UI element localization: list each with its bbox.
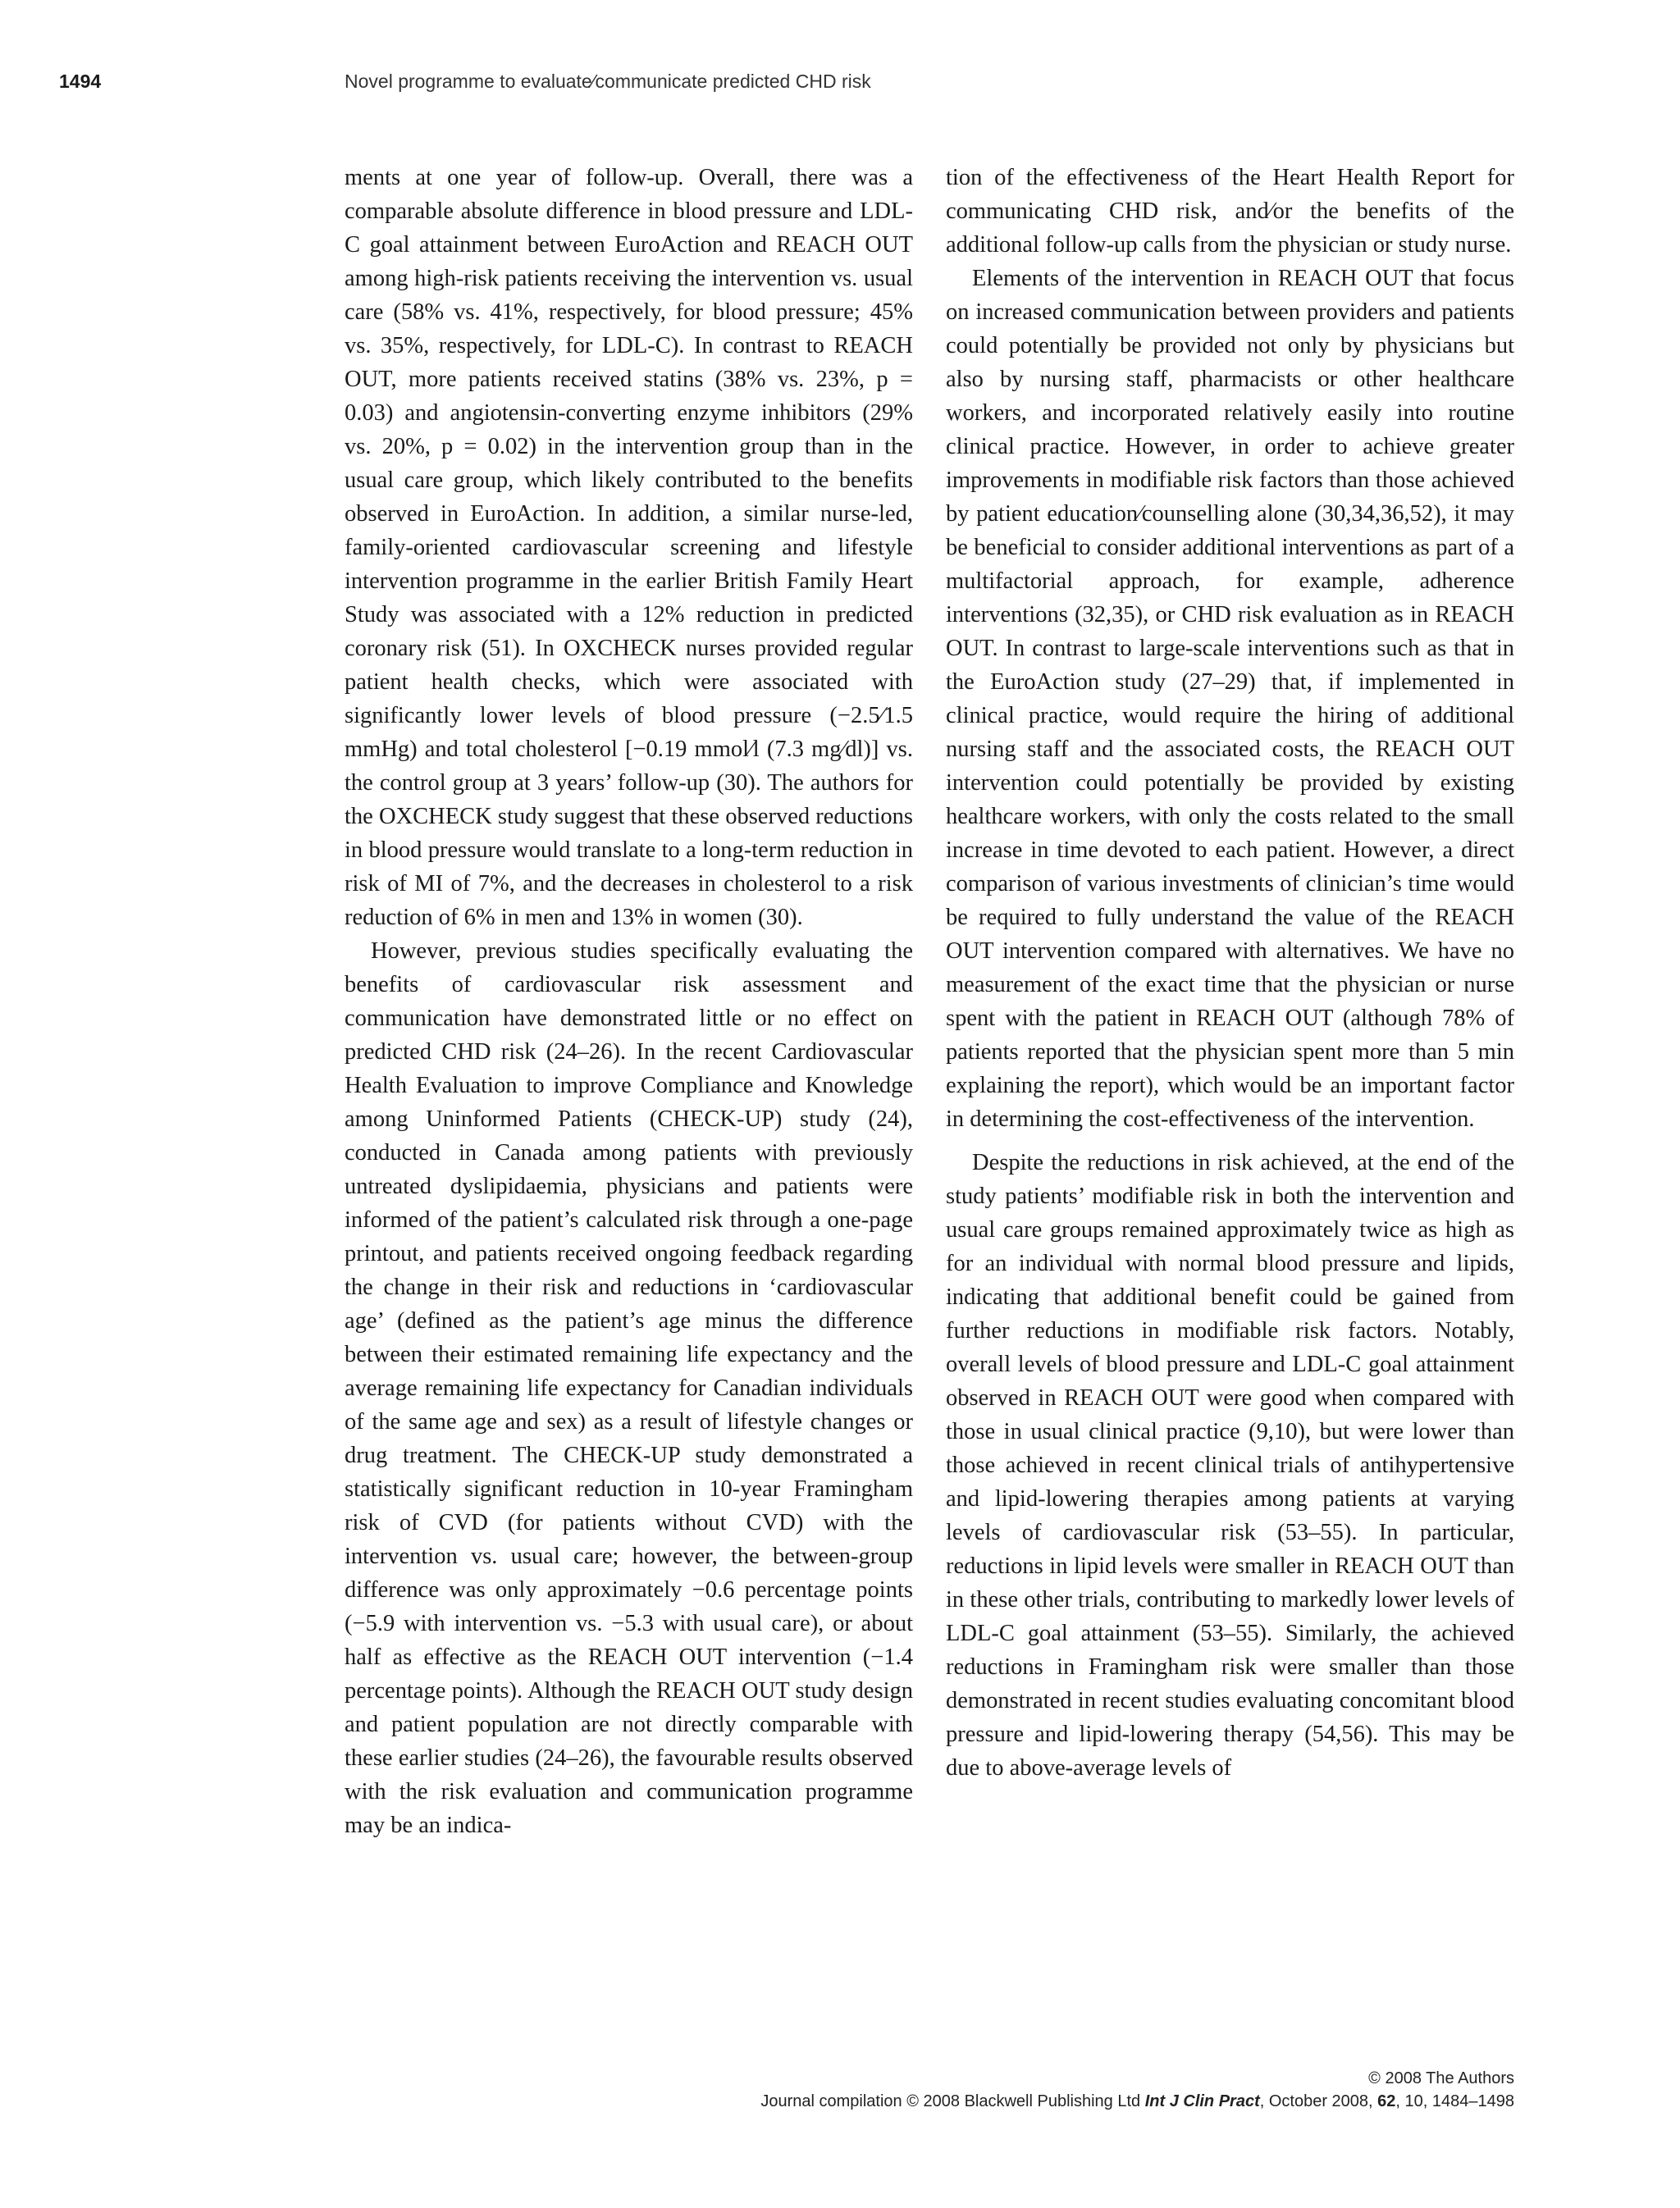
paragraph: tion of the effectiveness of the Heart Health Report for communicating CHD risk, and⁄or the benefits of the additional follow-up calls from the physician or study nurse.: [946, 165, 1514, 258]
citation-issue-pages: , 10, 1484–1498: [1395, 2092, 1514, 2110]
page-number: 1494: [59, 71, 102, 92]
journal-citation: [760, 2090, 1514, 2113]
left-column: [345, 161, 913, 1842]
paragraph: Despite the reductions in risk achieved, at the end of the study patients’ modifiable risk in both the intervention and usual care groups remained approximately twice as high as for an individual with normal blood pressure and lipids, indicating that additional benefit could be gained from further reductions in modifiable risk factors. Notably, overall levels of blood pressure and LDL-C goal attainment observed in REACH OUT were good when compared with those in usual clinical practice (9,10), but were lower than those achieved in recent clinical trials of antihypertensive and lipid-lowering therapies among patients at varying levels of cardiovascular risk (53–55). In particular, reductions in lipid levels were smaller in REACH OUT than in these other trials, contributing to markedly lower levels of LDL-C goal attainment (53–55). Similarly, the achieved reductions in Framingham risk were smaller than those demonstrated in recent studies evaluating concomitant blood pressure and lipid-lowering therapy (54,56). This may be due to above-average levels of: [946, 1150, 1514, 1781]
running-title: Novel programme to evaluate⁄communicate predicted CHD risk: [345, 71, 871, 92]
right-column: [946, 161, 1514, 1785]
journal-name: Int J Clin Pract: [1144, 2092, 1260, 2110]
paragraph: ments at one year of follow-up. Overall, there was a comparable absolute difference in blood pressure and LDL-C goal attainment between EuroAction and REACH OUT among high-risk patients receiving the intervention vs. usual care (58% vs. 41%, respectively, for blood pressure; 45% vs. 35%, respectively, for LDL-C). In contrast to REACH OUT, more patients received statins (38% vs. 23%, p = 0.03) and angiotensin-converting enzyme inhibitors (29% vs. 20%, p = 0.02) in the intervention group than in the usual care group, which likely contributed to the benefits observed in EuroAction. In addition, a similar nurse-led, family-oriented cardiovascular screening and lifestyle intervention programme in the earlier British Family Heart Study was associated with a 12% reduction in predicted coronary risk (51). In OXCHECK nurses provided regular patient health checks, which were associated with significantly lower levels of blood pressure (−2.5⁄1.5 mmHg) and total cholesterol [−0.19 mmol⁄l (7.3 mg⁄dl)] vs. the control group at 3 years’ follow-up (30). The authors for the OXCHECK study suggest that these observed reductions in blood pressure would translate to a long-term reduction in risk of MI of 7%, and the decreases in cholesterol to a risk reduction of 6% in men and 13% in women (30).: [345, 165, 913, 930]
citation-volume: 62: [1377, 2092, 1396, 2110]
paragraph: Elements of the intervention in REACH OUT that focus on increased communication between providers and patients could potentially be provided not only by physicians but also by nursing staff, pharmacists or other healthcare workers, and incorporated relatively easily into routine clinical practice. However, in order to achieve greater improvements in modifiable risk factors than those achieved by patient education⁄counselling alone (30,34,36,52), it may be beneficial to consider additional interventions as part of a multifactorial approach, for example, adherence interventions (32,35), or CHD risk evaluation as in REACH OUT. In contrast to large-scale interventions such as that in the EuroAction study (27–29) that, if implemented in clinical practice, would require the hiring of additional nursing staff and the associated costs, the REACH OUT intervention could potentially be provided by existing healthcare workers, with only the costs related to the small increase in time devoted to each patient. However, a direct comparison of various investments of clinician’s time would be required to fully understand the value of the REACH OUT intervention compared with alternatives. We have no measurement of the exact time that the physician or nurse spent with the patient in REACH OUT (although 78% of patients reported that the physician spent more than 5 min explaining the report), which would be an important factor in determining the cost-effectiveness of the intervention.: [946, 266, 1514, 1132]
page-footer: [760, 2067, 1514, 2113]
paragraph: However, previous studies specifically evaluating the benefits of cardiovascular risk assessment and communication have demonstrated little or no effect on predicted CHD risk (24–26). In the recent Cardiovascular Health Evaluation to improve Compliance and Knowledge among Uninformed Patients (CHECK-UP) study (24), conducted in Canada among patients with previously untreated dyslipidaemia, physicians and patients were informed of the patient’s calculated risk through a one-page printout, and patients received ongoing feedback regarding the change in their risk and reductions in ‘cardiovascular age’ (defined as the patient’s age minus the difference between their estimated remaining life expectancy and the average remaining life expectancy for Canadian individuals of the same age and sex) as a result of lifestyle changes or drug treatment. The CHECK-UP study demonstrated a statistically significant reduction in 10-year Framingham risk of CVD (for patients without CVD) with the intervention vs. usual care; however, the between-group difference was only approximately −0.6 percentage points (−5.9 with intervention vs. −5.3 with usual care), or about half as effective as the REACH OUT intervention (−1.4 percentage points). Although the REACH OUT study design and patient population are not directly comparable with these earlier studies (24–26), the favourable results observed with the risk evaluation and communication programme may be an indica-: [345, 938, 913, 1838]
page-header: [59, 71, 1536, 103]
compilation-text: Journal compilation © 2008 Blackwell Publishing Ltd: [760, 2092, 1141, 2110]
citation-date: , October 2008,: [1259, 2092, 1378, 2110]
copyright-line: © 2008 The Authors: [1368, 2069, 1514, 2087]
